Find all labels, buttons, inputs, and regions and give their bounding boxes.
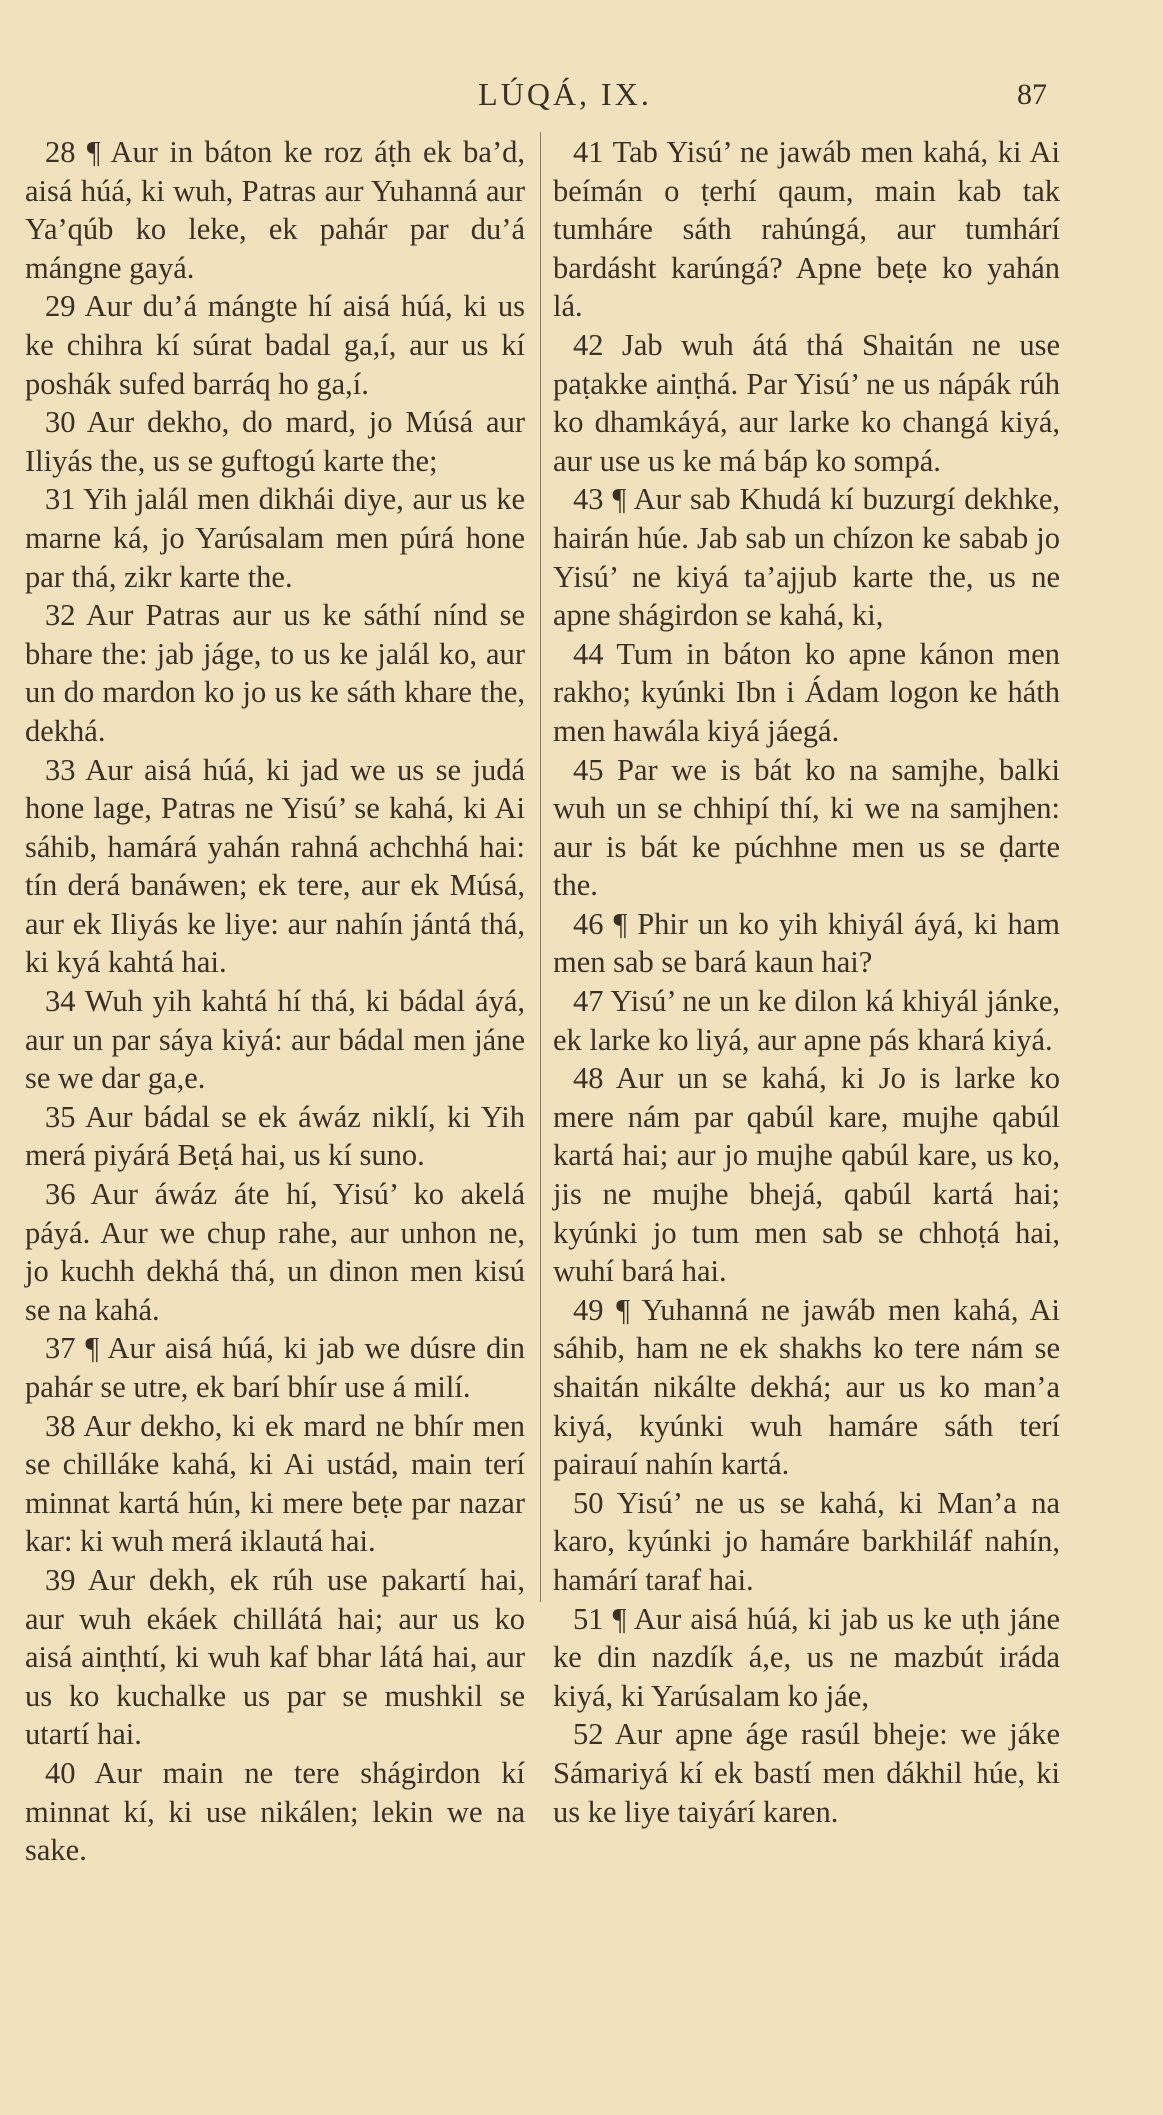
verse-39: 39 Aur dekh, ek rúh use pakartí hai, aur wuh ekáek chillátá hai; aur us ko aisá ainṭhtí, ki wuh kaf bhar látá hai, aur us ko kuchalke us par se mushkil se utartí hai.: [25, 1562, 525, 1752]
verse-49: 49 ¶ Yuhanná ne jawáb men kahá, Ai sáhib, ham ne ek shakhs ko tere nám se shaitán nikálte dekhá; aur us ko man’a kiyá, kyúnki wuh hamáre sáth terí pairauí nahín kartá.: [553, 1292, 1060, 1482]
verse-47: 47 Yisú’ ne un ke dilon ká khiyál jánke, ek larke ko liyá, aur apne pás khará kiyá.: [553, 984, 1060, 1057]
verse-35: 35 Aur bádal se ek áwáz niklí, ki Yih merá piyárá Beṭá hai, us kí suno.: [25, 1099, 525, 1173]
verse-31: 31 Yih jalál men dikhái diye, aur us ke marne ká, jo Yarúsalam men púrá hone par thá, zikr karte the.: [25, 482, 525, 594]
verse-32: 32 Aur Patras aur us ke sáthí nínd se bhare the: jab jáge, to us ke jalál ko, aur un do mardon ko jo us ke sáth khare the, dekhá.: [25, 598, 525, 748]
verse-41: 41 Tab Yisú’ ne jawáb men kahá, ki Ai beímán o ṭerhí qaum, main kab tak tumháre sáth rahúngá, aur tumhárí bardásht karúngá? Apne beṭe ko yahán lá.: [553, 135, 1060, 324]
verse-43: 43 ¶ Aur sab Khudá kí buzurgí dekhke, hairán húe. Jab sab un chízon ke sabab jo Yisú’ ne kiyá ta’ajjub karte the, us ne apne shágirdon se kahá, ki,: [553, 482, 1060, 633]
verse-30: 30 Aur dekho, do mard, jo Músá aur Iliyás the, us se guftogú karte the;: [25, 405, 525, 478]
verse-45: 45 Par we is bát ko na samjhe, balki wuh un se chhipí thí, ki we na samjhen: aur is bát ke púchhne men us se ḍarte the.: [553, 752, 1060, 903]
verse-42: 42 Jab wuh átá thá Shaitán ne use paṭakke ainṭhá. Par Yisú’ ne us nápák rúh ko dhamkáyá, aur larke ko changá kiyá, aur use us ke má báp ko sompá.: [553, 327, 1060, 478]
running-header: LÚQÁ, IX.: [478, 76, 652, 112]
verse-36: 36 Aur áwáz áte hí, Yisú’ ko akelá páyá. Aur we chup rahe, aur unhon ne, jo kuchh dekhá thá, un dinon men kisú se na kahá.: [25, 1177, 525, 1327]
verse-33: 33 Aur aisá húá, ki jad we us se judá hone lage, Patras ne Yisú’ se kahá, ki Ai sáhib, hamárá yahán rahná achchhá hai: tín derá banáwen; ek tere, aur ek Músá, aur ek Iliyás ke liye: aur nahín jántá thá, ki kyá kahtá hai.: [25, 752, 525, 980]
left-column: [25, 133, 525, 1870]
verse-40: 40 Aur main ne tere shágirdon kí minnat kí, ki use nikálen; lekin we na sake.: [25, 1755, 525, 1868]
verse-51: 51 ¶ Aur aisá húá, ki jab us ke uṭh jáne ke din nazdík á,e, us ne mazbút iráda kiyá, ki Yarúsalam ko jáe,: [553, 1601, 1060, 1713]
verse-34: 34 Wuh yih kahtá hí thá, ki bádal áyá, aur un par sáya kiyá: aur bádal men jáne se we dar ga,e.: [25, 984, 525, 1096]
verse-44: 44 Tum in báton ko apne kánon men rakho; kyúnki Ibn i Ádam logon ke háth men hawála kiyá jáegá.: [553, 636, 1060, 748]
verse-46: 46 ¶ Phir un ko yih khiyál áyá, ki ham men sab se bará kaun hai?: [553, 906, 1060, 980]
verse-52: 52 Aur apne áge rasúl bheje: we jáke Sámariyá kí ek bastí men dákhil húe, ki us ke liye taiyárí karen.: [553, 1717, 1060, 1829]
verse-38: 38 Aur dekho, ki ek mard ne bhír men se chilláke kahá, ki Ai ustád, main terí minnat kartá hún, ki mere beṭe par nazar kar: ki wuh merá iklautá hai.: [25, 1408, 525, 1559]
right-column: [553, 133, 1060, 1831]
verse-50: 50 Yisú’ ne us se kahá, ki Man’a na karo, kyúnki jo hamáre barkhiláf nahín, hamárí taraf hai.: [553, 1485, 1060, 1597]
column-divider: [540, 132, 541, 1602]
verse-37: 37 ¶ Aur aisá húá, ki jab we dúsre din pahár se utre, ek barí bhír use á milí.: [25, 1331, 525, 1404]
verse-29: 29 Aur du’á mángte hí aisá húá, ki us ke chihra kí súrat badal ga,í, aur us kí poshák sufed barráq ho ga,í.: [25, 289, 525, 401]
verse-28: 28 ¶ Aur in báton ke roz áṭh ek ba’d, aisá húá, ki wuh, Patras aur Yuhanná aur Ya’qúb ko leke, ek pahár par du’á mángne gayá.: [25, 135, 525, 285]
verse-48: 48 Aur un se kahá, ki Jo is larke ko mere nám par qabúl kare, mujhe qabúl kartá hai; aur jo mujhe qabúl kare, us ko, jis ne mujhe bhejá, qabúl kartá hai; kyúnki jo tum men sab se chhoṭá hai, wuhí bará hai.: [553, 1061, 1060, 1289]
page-number: 87: [1017, 78, 1047, 111]
